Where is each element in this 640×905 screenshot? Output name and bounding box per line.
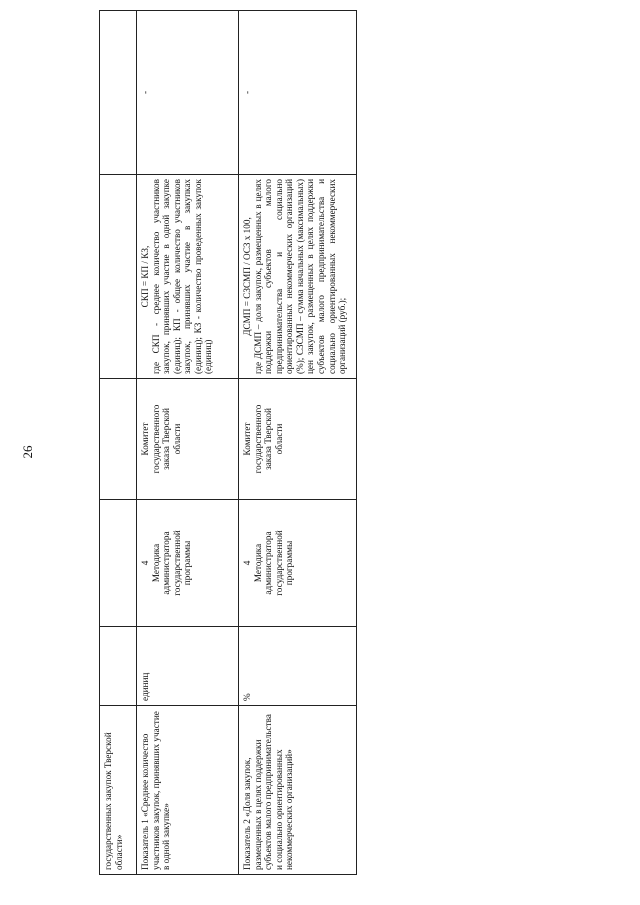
method-line: 4 [242, 560, 252, 566]
table-row [100, 11, 137, 875]
note-cell [100, 11, 137, 175]
formula-title: ДСМП = СЗСМП / ОСЗ х 100, [242, 217, 252, 336]
method-line: программы [182, 540, 193, 586]
formula-body: где ДСМП – доля закупок, размещенных в целях поддержки субъектов малого предпринимательства и социально ориентированных некоммерческих организаций (%); СЗСМП – сумма начальных (максимальных) цен закупок, размещенных в целях поддержки субъектов малого предпринимательства и социально ориентированных некоммерческих организаций (руб.); [252, 179, 348, 374]
table-row [137, 11, 239, 875]
method-line: государственной [171, 530, 182, 596]
responsible-cell [137, 379, 239, 500]
method-cell [137, 500, 239, 627]
note-cell: - [239, 11, 357, 175]
unit-cell: единиц [137, 627, 239, 706]
method-line: администратора [263, 531, 274, 595]
note-cell: - [137, 11, 239, 175]
indicator-table [99, 10, 357, 875]
method-line: Методика [252, 543, 263, 583]
indicator-table-frame [99, 65, 348, 875]
unit-cell: % [239, 627, 357, 706]
page-number: 26 [20, 445, 35, 459]
formula-cell [100, 175, 137, 379]
indicator-cell: Показатель 1 «Среднее количество участников закупок, принявших участие в одной закупке» [137, 706, 239, 875]
responsible-cell [239, 379, 357, 500]
responsible-line: государственного [150, 404, 161, 474]
table-row [239, 11, 357, 875]
formula-body: где СКП - среднее количество участников закупок, принявших участие в одной закупке (единиц); КП - общее количество участников закупок, принявших участие в закупках (единиц); КЗ - количество проведенных закупок (единиц) [150, 179, 214, 374]
indicator-cell: Показатель 2 «Доля закупок, размещенных в целях поддержки субъектов малого предпринимательства и социально ориентированных некоммерческих организаций» [239, 706, 357, 875]
responsible-line: заказа Тверской [161, 408, 172, 470]
indicator-cell: государственных закупок Тверской области» [100, 706, 137, 875]
responsible-line: государственного [252, 404, 263, 474]
method-cell [100, 500, 137, 627]
formula-cell [137, 175, 239, 379]
responsible-cell [100, 379, 137, 500]
method-line: 4 [140, 560, 150, 566]
responsible-line: Комитет [140, 422, 150, 456]
method-line: программы [284, 540, 295, 586]
responsible-line: заказа Тверской [263, 408, 274, 470]
method-line: администратора [161, 531, 172, 595]
responsible-line: Комитет [242, 422, 252, 456]
responsible-line: области [171, 423, 182, 455]
method-line: государственной [273, 530, 284, 596]
unit-cell [100, 627, 137, 706]
responsible-line: области [273, 423, 284, 455]
method-cell [239, 500, 357, 627]
method-line: Методика [150, 543, 161, 583]
formula-cell [239, 175, 357, 379]
formula-title: СКП = КП / КЗ, [140, 245, 150, 308]
